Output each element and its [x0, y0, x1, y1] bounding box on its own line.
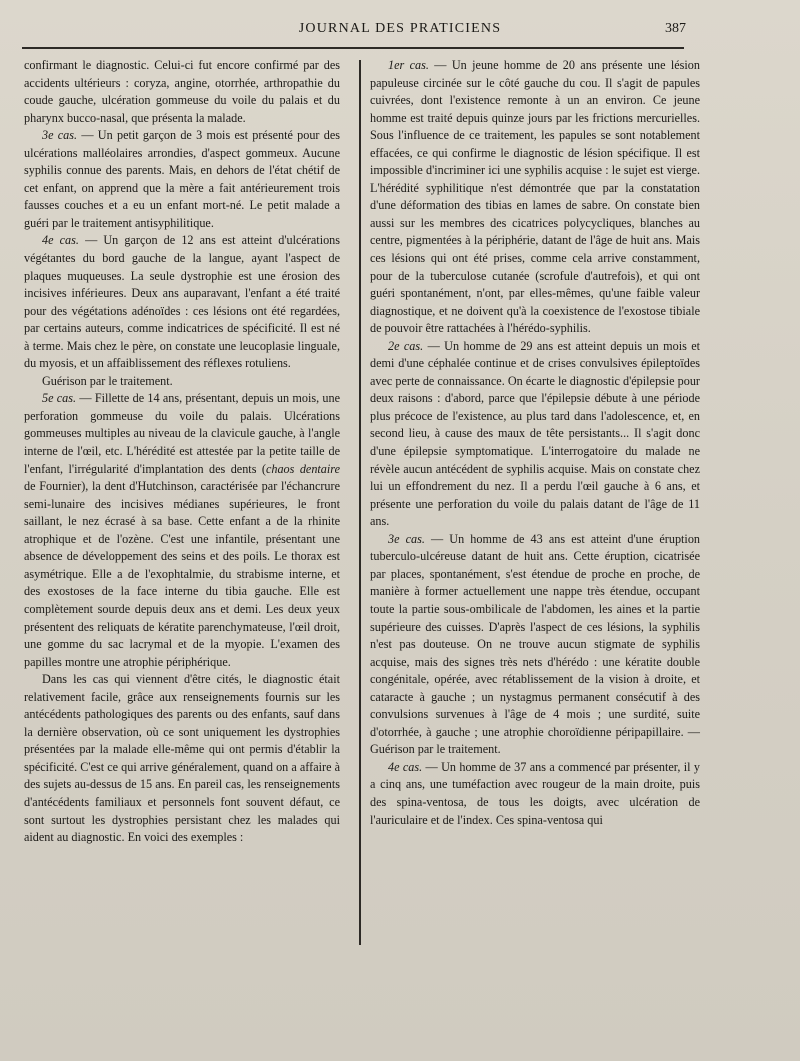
case-label: 3e cas. — [42, 128, 78, 143]
header-rule — [22, 47, 684, 49]
paragraph: Guérison par le traitement. — [42, 373, 173, 388]
paragraph: 2e cas. — Un homme de 29 ans est atteint depuis un mois et demi d'une céphalée continue et de crises convulsives épileptoïdes avec perte de connaissance. On écarte le diagnostic d'épilepsie pour deux raisons : d'abord, parce que l'épilepsie débute à une période plus précoce de l'existence, au plus tard dans l'adolescence, et, en second lieu, à cause des maux de tête persistants... Il s'agit donc d'une épilepsie symptomatique. L'interrogatoire du malade ne révèle aucun antécédent de syphilis acquise. Mais on constate chez lui un effondrement du nez. Il a perdu l'œil gauche à 6 ans, et présente une perforation du voile du palais datant de l'âge de 11 ans. — [370, 338, 701, 529]
column-divider — [359, 60, 361, 945]
page-number: 387 — [665, 21, 686, 36]
right-column — [370, 57, 700, 829]
case-label: 3e cas. — [388, 531, 425, 546]
case-label: 4e cas. — [42, 233, 79, 248]
paragraph: 3e cas. — Un petit garçon de 3 mois est présenté pour des ulcérations malléolaires arrondies, d'aspect gommeux. Aucune syphilis connue des parents. Mais, en dehors de l'état chétif de cet enfant, on apprend que la mère a fait antérieurement trois fausses couches et a eu un enfant mort-né. Le petit malade a guéri par le traitement antisyphilitique. — [24, 128, 341, 230]
case-label: 5e cas. — [42, 391, 77, 406]
case-label: 1er cas. — [388, 58, 429, 72]
paragraph: 3e cas. — Un homme de 43 ans est atteint d'une éruption tuberculo-ulcéreuse datant de huit ans. Cette éruption, cicatrisée par places, spontanément, s'est étendue de proche en proche, de manière à former actuellement une nappe très étendue, occupant toute la partie sous-ombilicale de l'abdomen, les aines et la partie supérieure des cuisses. D'après l'aspect de ces lésions, la syphilis n'est pas douteuse. On ne trouve aucun stigmate de syphilis acquise, mais des signes très nets d'hérédo : une kératite double congénitale, opérée, avec rétablissement de la vision à droite, et cataracte à gauche ; un nystagmus permanent consécutif à des convulsions survenues à l'âge de 4 mois ; une surdité, suite d'otorrhée, à gauche ; une atrophie choroïdienne péripapillaire. — Guérison par le traitement. — [370, 531, 701, 757]
paragraph: confirmant le diagnostic. Celui-ci fut encore confirmé par des accidents ultérieurs : coryza, angine, otorrhée, arthropathie du coude gauche, ulcération gommeuse du voile du palais et du pharynx bucco-nasal, que présenta la malade. — [24, 58, 340, 125]
paragraph: 4e cas. — Un garçon de 12 ans est atteint d'ulcérations végétantes du bord gauche de la langue, ayant l'aspect de plaques muqueuses. La seule dystrophie est une érosion des incisives inférieures. Deux ans auparavant, l'enfant a été traité pour des végétations adénoïdes : ces lésions ont été regardées, par certains auteurs, comme indicatrices de spécificité. Il est né à terme. Mais chez le père, on constate une leucoplasie linguale, du myosis, et un affaiblissement des réflexes rotuliens. — [24, 233, 341, 371]
left-column — [24, 57, 340, 847]
paragraph: Dans les cas qui viennent d'être cités, le diagnostic était relativement facile, grâce aux renseignements fournis sur les antécédents pathologiques des parents ou des enfants, sauf dans la dernière observation, où ce sont uniquement les dystrophies présentées par la malade elle-même qui ont permis d'établir la spécificité. C'est ce qui arrive généralement, quand on a affaire à des sujets au-dessus de 15 ans. En pareil cas, les renseignements d'antécédents familiaux et personnels font souvent défaut, ce sont surtout les dystrophies persistant chez les malades qui aident au diagnostic. En voici des exemples : — [24, 672, 340, 845]
running-header-title: JOURNAL DES PRATICIENS — [298, 21, 502, 36]
paragraph: 1er cas. — Un jeune homme de 20 ans présente une lésion papuleuse circinée sur le côté gauche du cou. Il s'agit de papules cuivrées, dont l'existence remonte à un an environ. Ce jeune homme est traité depuis quinze jours par les frictions mercurielles. Sous l'influence de ce traitement, les papules se sont notablement effacées, ce qui confirme le diagnostic de lésion spécifique. Il est impossible d'incriminer ici une syphilis acquise : le sujet est vierge. L'hérédité syphilitique n'est démontrée que par la constatation d'une déformation des tibias en lames de sabre. On constate bien aussi sur les membres des cicatrices polycycliques, blanches au centre, pigmentées à la périphérie, datant de l'âge de huit ans. Mais ces lésions qui ont été prises, comme cela arrive constamment, pour de la tuberculose cutanée (scrofule d'autrefois), et qui ont guéri spontanément, n'ont, par elles-mêmes, qu'une faible valeur diagnostique, et ne doivent qu'à la coexistence de l'exostose tibiale de pouvoir être rattachées à l'hérédo-syphilis. — [370, 58, 700, 336]
case-label: 4e cas. — [388, 759, 423, 774]
paragraph: 4e cas. — Un homme de 37 ans a commencé par présenter, il y a cinq ans, une tuméfaction avec rougeur de la main droite, puis des spina-ventosa, de tous les doigts, avec ulcération de l'auriculaire et de l'index. Ces spina-ventosa qui — [370, 759, 701, 827]
paragraph: 5e cas. — Fillette de 14 ans, présentant, depuis un mois, une perforation gommeuse du voile du palais. Ulcérations gommeuses multiples au niveau de la clavicule gauche, à l'angle interne de l'œil, etc. L'hérédité est attestée par la petite taille de l'enfant, l'irrégularité d'implantation des dents (chaos dentaire de Fournier), la dent d'Hutchinson, caractérisée par l'échancrure semi-lunaire des incisives médianes supérieures, le front saillant, le nez écrasé à sa base. Cette enfant a de la rhinite atrophique et de l'ozène. C'est une infantile, présentant une absence de développement des seins et des poils. Le thorax est asymétrique. Elle a de l'exophtalmie, du strabisme interne, et des exostoses de la face interne du tibia gauche. Elle est complètement sourde depuis deux ans et demi. Les deux yeux présentent des reliquats de kératite parenchymateuse, l'œil droit, une gomme du sac lacrymal et de la myopie. L'examen des papilles montre une atrophie périphérique. — [24, 391, 341, 669]
case-label: 2e cas. — [388, 338, 424, 353]
